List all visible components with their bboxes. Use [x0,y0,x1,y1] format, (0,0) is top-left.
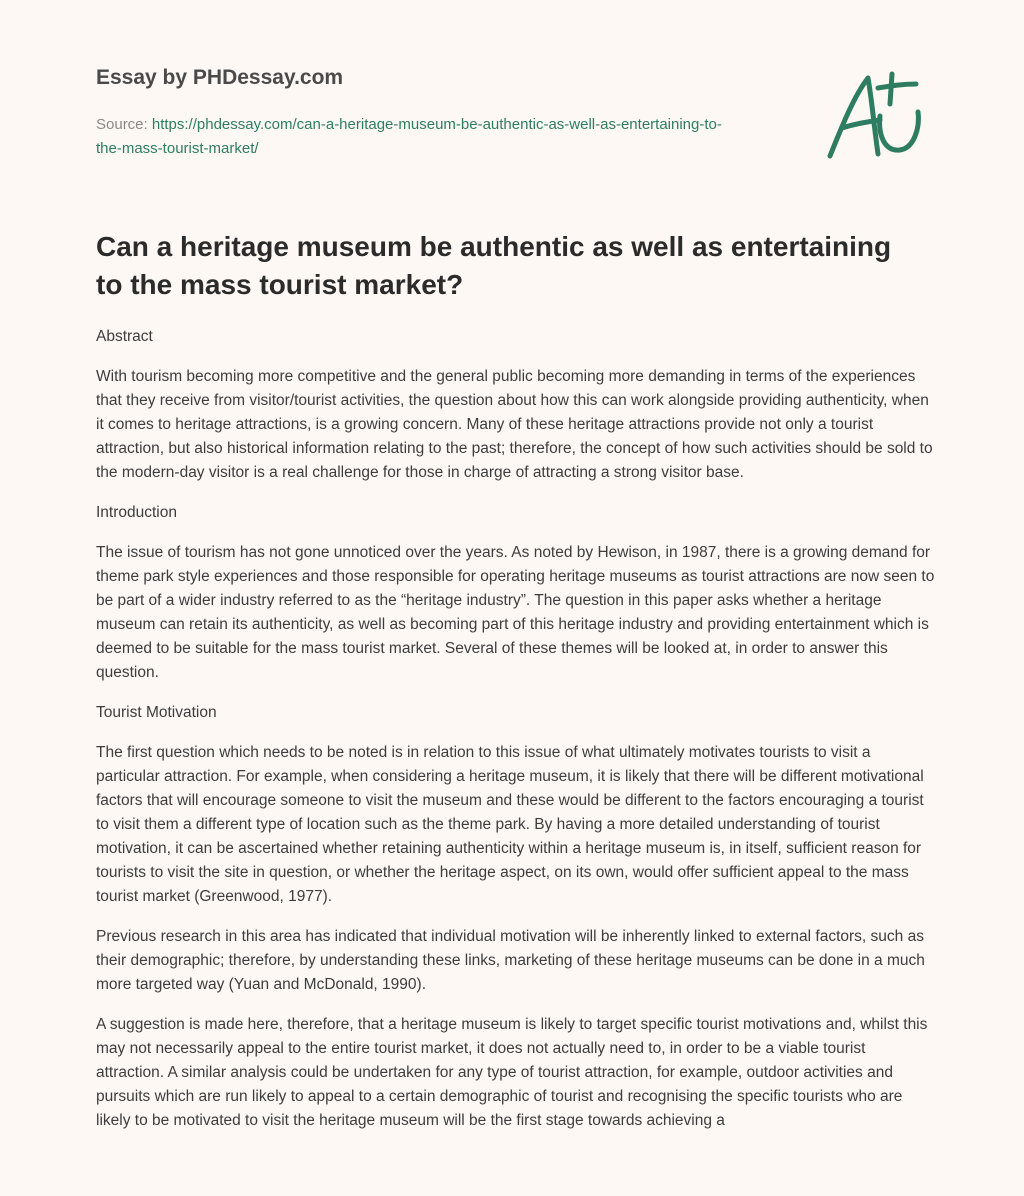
source-line [96,113,736,161]
source-label: Source: [96,116,152,133]
section-heading-introduction: Introduction [96,504,177,521]
a-plus-grade-icon [820,66,930,166]
section-heading-tourist-motivation: Tourist Motivation [96,704,217,721]
essay-title: Can a heritage museum be authentic as well as entertaining to the mass tourist market? [96,231,892,300]
essay-body [96,325,936,1149]
paragraph: Previous research in this area has indicated that individual motivation will be inherently linked to external factors, such as their demographic; therefore, by understanding these links, marketing of these heritage museums can be done in a much more targeted way (Yuan and McDonald, 1990). [96,928,925,993]
paragraph: A suggestion is made here, therefore, that a heritage museum is likely to target specific tourist motivations and, whilst this may not necessarily appeal to the entire tourist market, it does not actually need to, in order to be a viable tourist attraction. A similar analysis could be undertaken for any type of tourist attraction, for example, outdoor activities and pursuits which are run likely to appeal to a certain demographic of tourist and recognising the specific tourists who are likely to be motivated to visit the heritage museum will be the first stage towards achieving a [96,1016,928,1129]
source-link[interactable]: https://phdessay.com/can-a-heritage-museum-be-authentic-as-well-as-entertaining-to-the-mass-tourist-market/ [96,116,722,157]
brand-name: Essay by PHDessay.com [96,66,344,89]
section-heading-abstract: Abstract [96,328,153,345]
paragraph: With tourism becoming more competitive and the general public becoming more demanding in terms of the experiences that they receive from visitor/tourist activities, the question about how this can work alongside providing authenticity, when it comes to heritage attractions, is a growing concern. Many of these heritage attractions provide not only a tourist attraction, but also historical information relating to the past; therefore, the concept of how such activities should be sold to the modern-day visitor is a real challenge for those in charge of attracting a strong visitor base. [96,368,933,481]
paragraph: The first question which needs to be noted is in relation to this issue of what ultimately motivates tourists to visit a particular attraction. For example, when considering a heritage museum, it is likely that there will be different motivational factors that will encourage someone to visit the museum and these would be different to the factors encouraging a tourist to visit them a different type of location such as the theme park. By having a more detailed understanding of tourist motivation, it can be ascertained whether retaining authenticity within a heritage museum is, in itself, sufficient reason for tourists to visit the site in question, or whether the heritage aspect, on its own, would offer sufficient appeal to the mass tourist market (Greenwood, 1977). [96,744,924,905]
paragraph: The issue of tourism has not gone unnoticed over the years. As noted by Hewison, in 1987, there is a growing demand for theme park style experiences and those responsible for operating heritage museums as tourist attractions are now seen to be part of a wider industry referred to as the “heritage industry”. The question in this paper asks whether a heritage museum can retain its authenticity, as well as becoming part of this heritage industry and providing entertainment which is deemed to be suitable for the mass tourist market. Several of these themes will be looked at, in order to answer this question. [96,544,935,681]
